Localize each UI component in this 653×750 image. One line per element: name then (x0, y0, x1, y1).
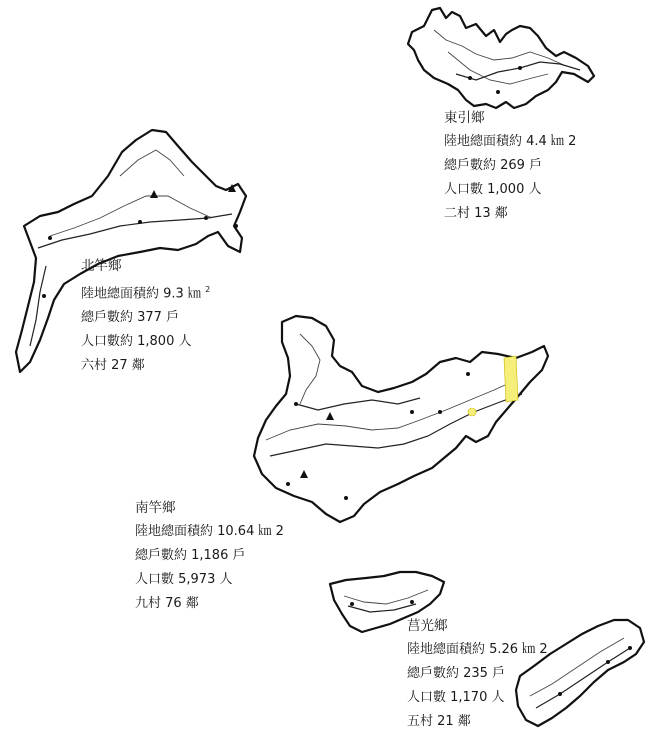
area-superscript: 2 (205, 285, 211, 294)
beigan-info (81, 254, 210, 378)
villages-count: 二村 13 鄰 (444, 206, 508, 221)
household-count: 總戶數約 1,186 戶 (135, 548, 246, 563)
land-area: 陸地總面積約 4.4 ㎞ 2 (444, 134, 577, 149)
villages-count: 六村 27 鄰 (81, 358, 145, 374)
household-count: 總戶數約 269 戶 (444, 158, 543, 173)
nangan-info (135, 496, 284, 616)
population: 人口數 1,000 人 (444, 182, 542, 197)
land-area: 陸地總面積約 5.26 ㎞ 2 (407, 642, 548, 657)
villages-count: 九村 76 鄰 (135, 596, 199, 611)
household-count: 總戶數約 377 戶 (81, 310, 180, 326)
population: 人口數 1,170 人 (407, 690, 505, 705)
population: 人口數約 1,800 人 (81, 334, 192, 350)
villages-count: 五村 21 鄰 (407, 714, 471, 729)
juguang-info (407, 614, 548, 734)
dongyin-island-map (408, 8, 594, 108)
land-area: 陸地總面積約 9.3 ㎞ (81, 286, 206, 302)
township-name: 東引鄉 (444, 110, 485, 126)
land-area-row (81, 278, 210, 306)
nangan-island-map (254, 316, 548, 522)
dongyin-info (444, 106, 576, 226)
township-name: 南竿鄉 (135, 500, 176, 516)
township-name: 莒光鄉 (407, 618, 448, 634)
township-name: 北竿鄉 (81, 258, 122, 274)
population: 人口數 5,973 人 (135, 572, 233, 587)
land-area: 陸地總面積約 10.64 ㎞ 2 (135, 524, 284, 539)
household-count: 總戶數約 235 戶 (407, 666, 506, 681)
